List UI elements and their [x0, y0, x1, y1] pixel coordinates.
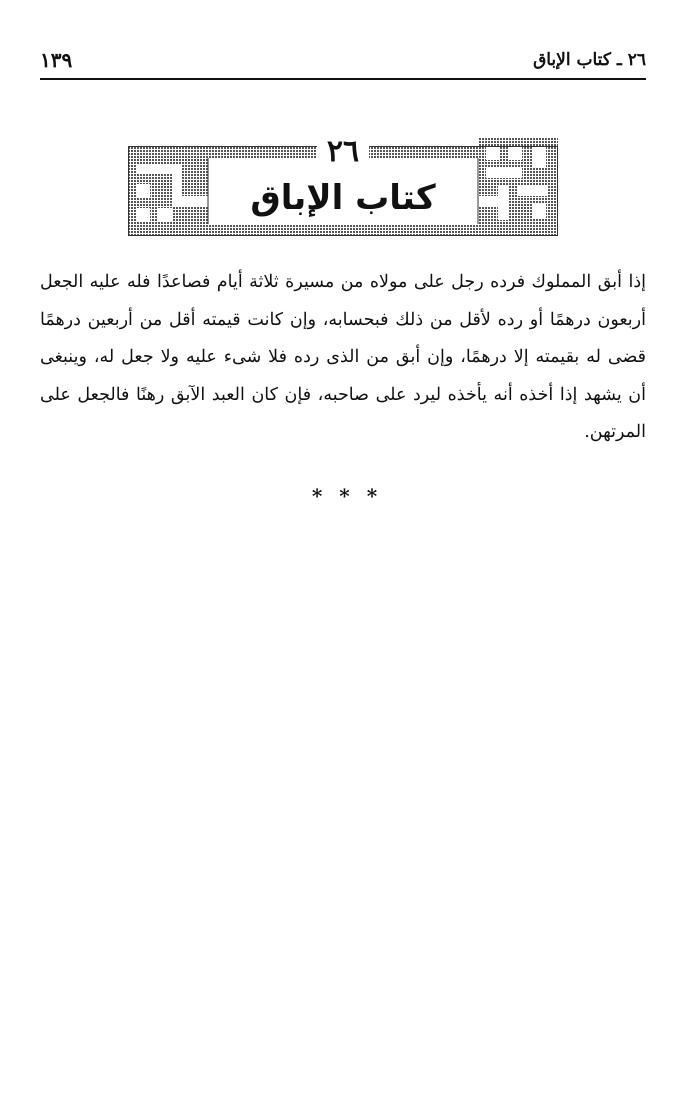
chapter-banner [128, 132, 558, 244]
page-number: ١٣٩ [40, 48, 73, 72]
section-end-ornament: * * * [311, 484, 383, 508]
page-header [40, 46, 646, 80]
running-title: ٢٦ ـ كتاب الإباق [533, 50, 646, 70]
chapter-title: كتاب الإباق [128, 178, 558, 218]
chapter-number: ٢٦ [128, 134, 558, 169]
body-paragraph: إذا أبق المملوك فرده رجل على مولاه من مسيرة ثلاثة أيام فصاعدًا فله عليه الجعل أربعون درهمًا أو رده لأقل من ذلك فبحسابه، وإن كانت قيمته أقل من أربعين درهمًا قضى له بقيمته إلا درهمًا، وإن أبق من الذى رده فلا شىء عليه ولا جعل له، وينبغى أن يشهد إذا أخذه أنه يأخذه ليرد على صاحبه، فإن كان العبد الآبق رهنًا فالجعل على المرتهن. [40, 272, 646, 442]
